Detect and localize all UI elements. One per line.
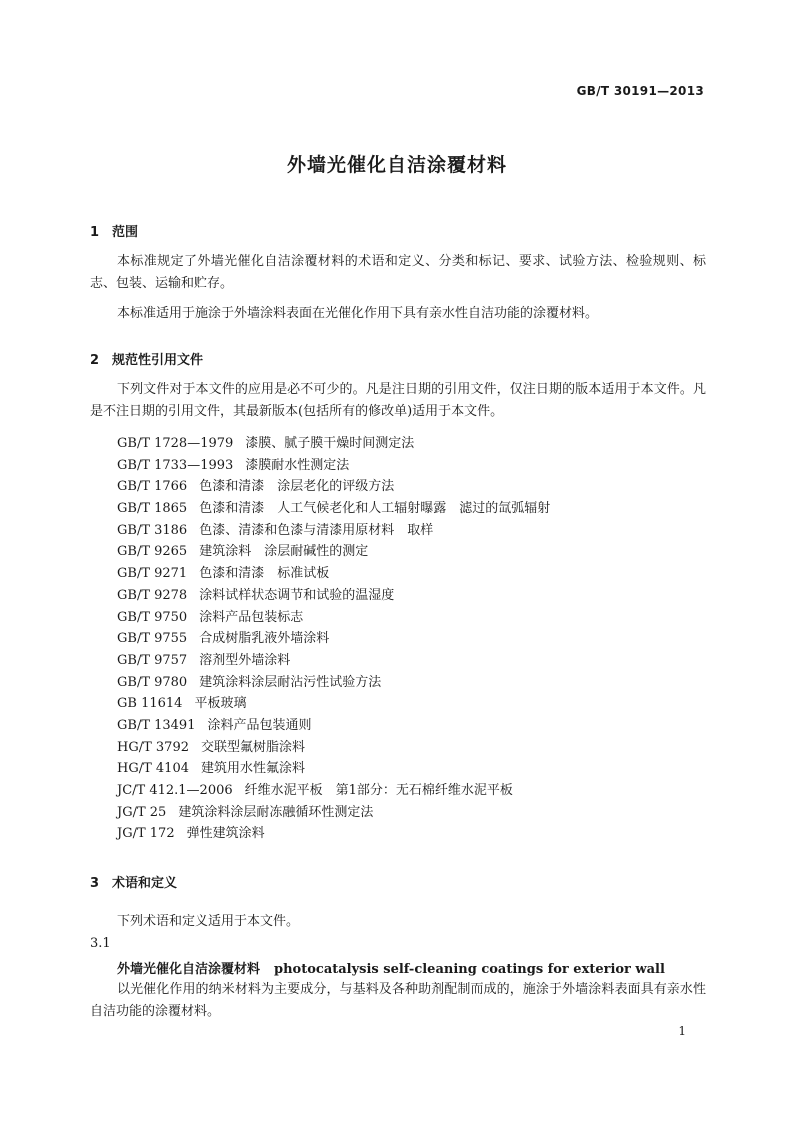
reference-code: GB/T 13491	[117, 717, 196, 733]
reference-code: JG/T 25	[117, 804, 167, 820]
section-number: 1	[90, 225, 100, 240]
reference-title: 漆膜耐水性测定法	[245, 457, 350, 473]
section-title: 范围	[112, 225, 139, 240]
reference-title: 纤维水泥平板 第1部分：无石棉纤维水泥平板	[244, 783, 513, 798]
reference-item	[117, 715, 550, 737]
reference-item	[117, 585, 550, 607]
reference-title: 交联型氟树脂涂料	[201, 739, 306, 755]
reference-item	[117, 737, 550, 759]
reference-title: 平板玻璃	[194, 696, 247, 712]
reference-title: 建筑用水性氟涂料	[201, 761, 306, 777]
references-intro-paragraph: 下列文件对于本文件的应用是必不可少的。凡是注日期的引用文件，仅注日期的版本适用于本文件。凡是不注日期的引用文件，其最新版本(包括所有的修改单)适用于本文件。	[90, 382, 706, 419]
reference-title: 色漆和清漆 涂层老化的评级方法	[199, 479, 395, 495]
page-title: 外墙光催化自洁涂覆材料	[286, 154, 507, 176]
reference-code: GB/T 9780	[117, 674, 188, 690]
reference-item	[117, 433, 550, 455]
reference-code: GB/T 1865	[117, 501, 188, 517]
reference-title: 色漆和清漆 人工气候老化和人工辐射曝露 滤过的氙弧辐射	[199, 501, 551, 517]
reference-code: HG/T 4104	[117, 761, 189, 777]
reference-code: GB/T 1766	[117, 479, 188, 495]
reference-code: HG/T 3792	[117, 739, 189, 755]
reference-code: GB/T 3186	[117, 522, 188, 538]
terms-intro-paragraph: 下列术语和定义适用于本文件。	[117, 914, 300, 929]
reference-item	[117, 823, 550, 845]
reference-code: JC/T 412.1—2006	[117, 783, 233, 798]
term-entry	[117, 958, 665, 977]
section-heading-scope	[90, 221, 138, 240]
term-english: photocatalysis self-cleaning coatings for exterior wall	[274, 962, 665, 977]
reference-title: 色漆和清漆 标准试板	[199, 566, 330, 582]
reference-code: GB/T 9757	[117, 652, 188, 668]
reference-title: 溶剂型外墙涂料	[199, 652, 291, 668]
reference-code: GB/T 9271	[117, 566, 188, 582]
document-code: GB/T 30191—2013	[576, 84, 704, 98]
reference-title: 弹性建筑涂料	[186, 826, 265, 842]
reference-item	[117, 650, 550, 672]
reference-code: GB 11614	[117, 696, 183, 712]
reference-item	[117, 780, 550, 802]
page-number: 1	[678, 1024, 686, 1038]
reference-item	[117, 607, 550, 629]
reference-code: GB/T 9755	[117, 631, 188, 647]
reference-title: 涂料产品包装标志	[199, 609, 304, 625]
clause-number: 3.1	[90, 936, 111, 951]
reference-item	[117, 802, 550, 824]
reference-item	[117, 563, 550, 585]
term-definition: 以光催化作用的纳米材料为主要成分，与基料及各种助剂配制而成的，施涂于外墙涂料表面具有亲水性自洁功能的涂覆材料。	[90, 982, 706, 1019]
reference-list	[117, 433, 550, 845]
reference-item	[117, 758, 550, 780]
section-title: 术语和定义	[112, 876, 178, 891]
reference-title: 涂料产品包装通则	[207, 717, 312, 733]
section-number: 2	[90, 353, 100, 368]
reference-title: 漆膜、腻子膜干燥时间测定法	[245, 436, 415, 451]
section-number: 3	[90, 876, 100, 891]
scope-paragraph-1: 本标准规定了外墙光催化自洁涂覆材料的术语和定义、分类和标记、要求、试验方法、检验规则、标志、包装、运输和贮存。	[90, 254, 706, 291]
reference-code: JG/T 172	[117, 826, 175, 842]
reference-item	[117, 476, 550, 498]
reference-code: GB/T 9750	[117, 609, 188, 625]
reference-item	[117, 498, 550, 520]
reference-title: 建筑涂料 涂层耐碱性的测定	[199, 544, 369, 560]
reference-item	[117, 672, 550, 694]
section-title: 规范性引用文件	[112, 353, 204, 368]
reference-title: 合成树脂乳液外墙涂料	[199, 631, 330, 647]
reference-title: 建筑涂料涂层耐沾污性试验方法	[199, 674, 382, 690]
term-chinese: 外墙光催化自洁涂覆材料	[117, 962, 261, 977]
reference-item	[117, 455, 550, 477]
scope-paragraph-2: 本标准适用于施涂于外墙涂料表面在光催化作用下具有亲水性自洁功能的涂覆材料。	[117, 306, 599, 321]
reference-code: GB/T 1733—1993	[117, 457, 234, 473]
reference-item	[117, 520, 550, 542]
section-heading-normative-references	[90, 349, 203, 368]
reference-item	[117, 693, 550, 715]
reference-title: 建筑涂料涂层耐冻融循环性测定法	[178, 804, 374, 820]
reference-code: GB/T 9278	[117, 587, 188, 603]
reference-code: GB/T 1728—1979	[117, 436, 234, 451]
reference-item	[117, 628, 550, 650]
reference-item	[117, 541, 550, 563]
reference-code: GB/T 9265	[117, 544, 188, 560]
section-heading-terms-definitions	[90, 872, 177, 891]
reference-title: 色漆、清漆和色漆与清漆用原材料 取样	[199, 522, 434, 538]
reference-title: 涂料试样状态调节和试验的温湿度	[199, 587, 395, 603]
